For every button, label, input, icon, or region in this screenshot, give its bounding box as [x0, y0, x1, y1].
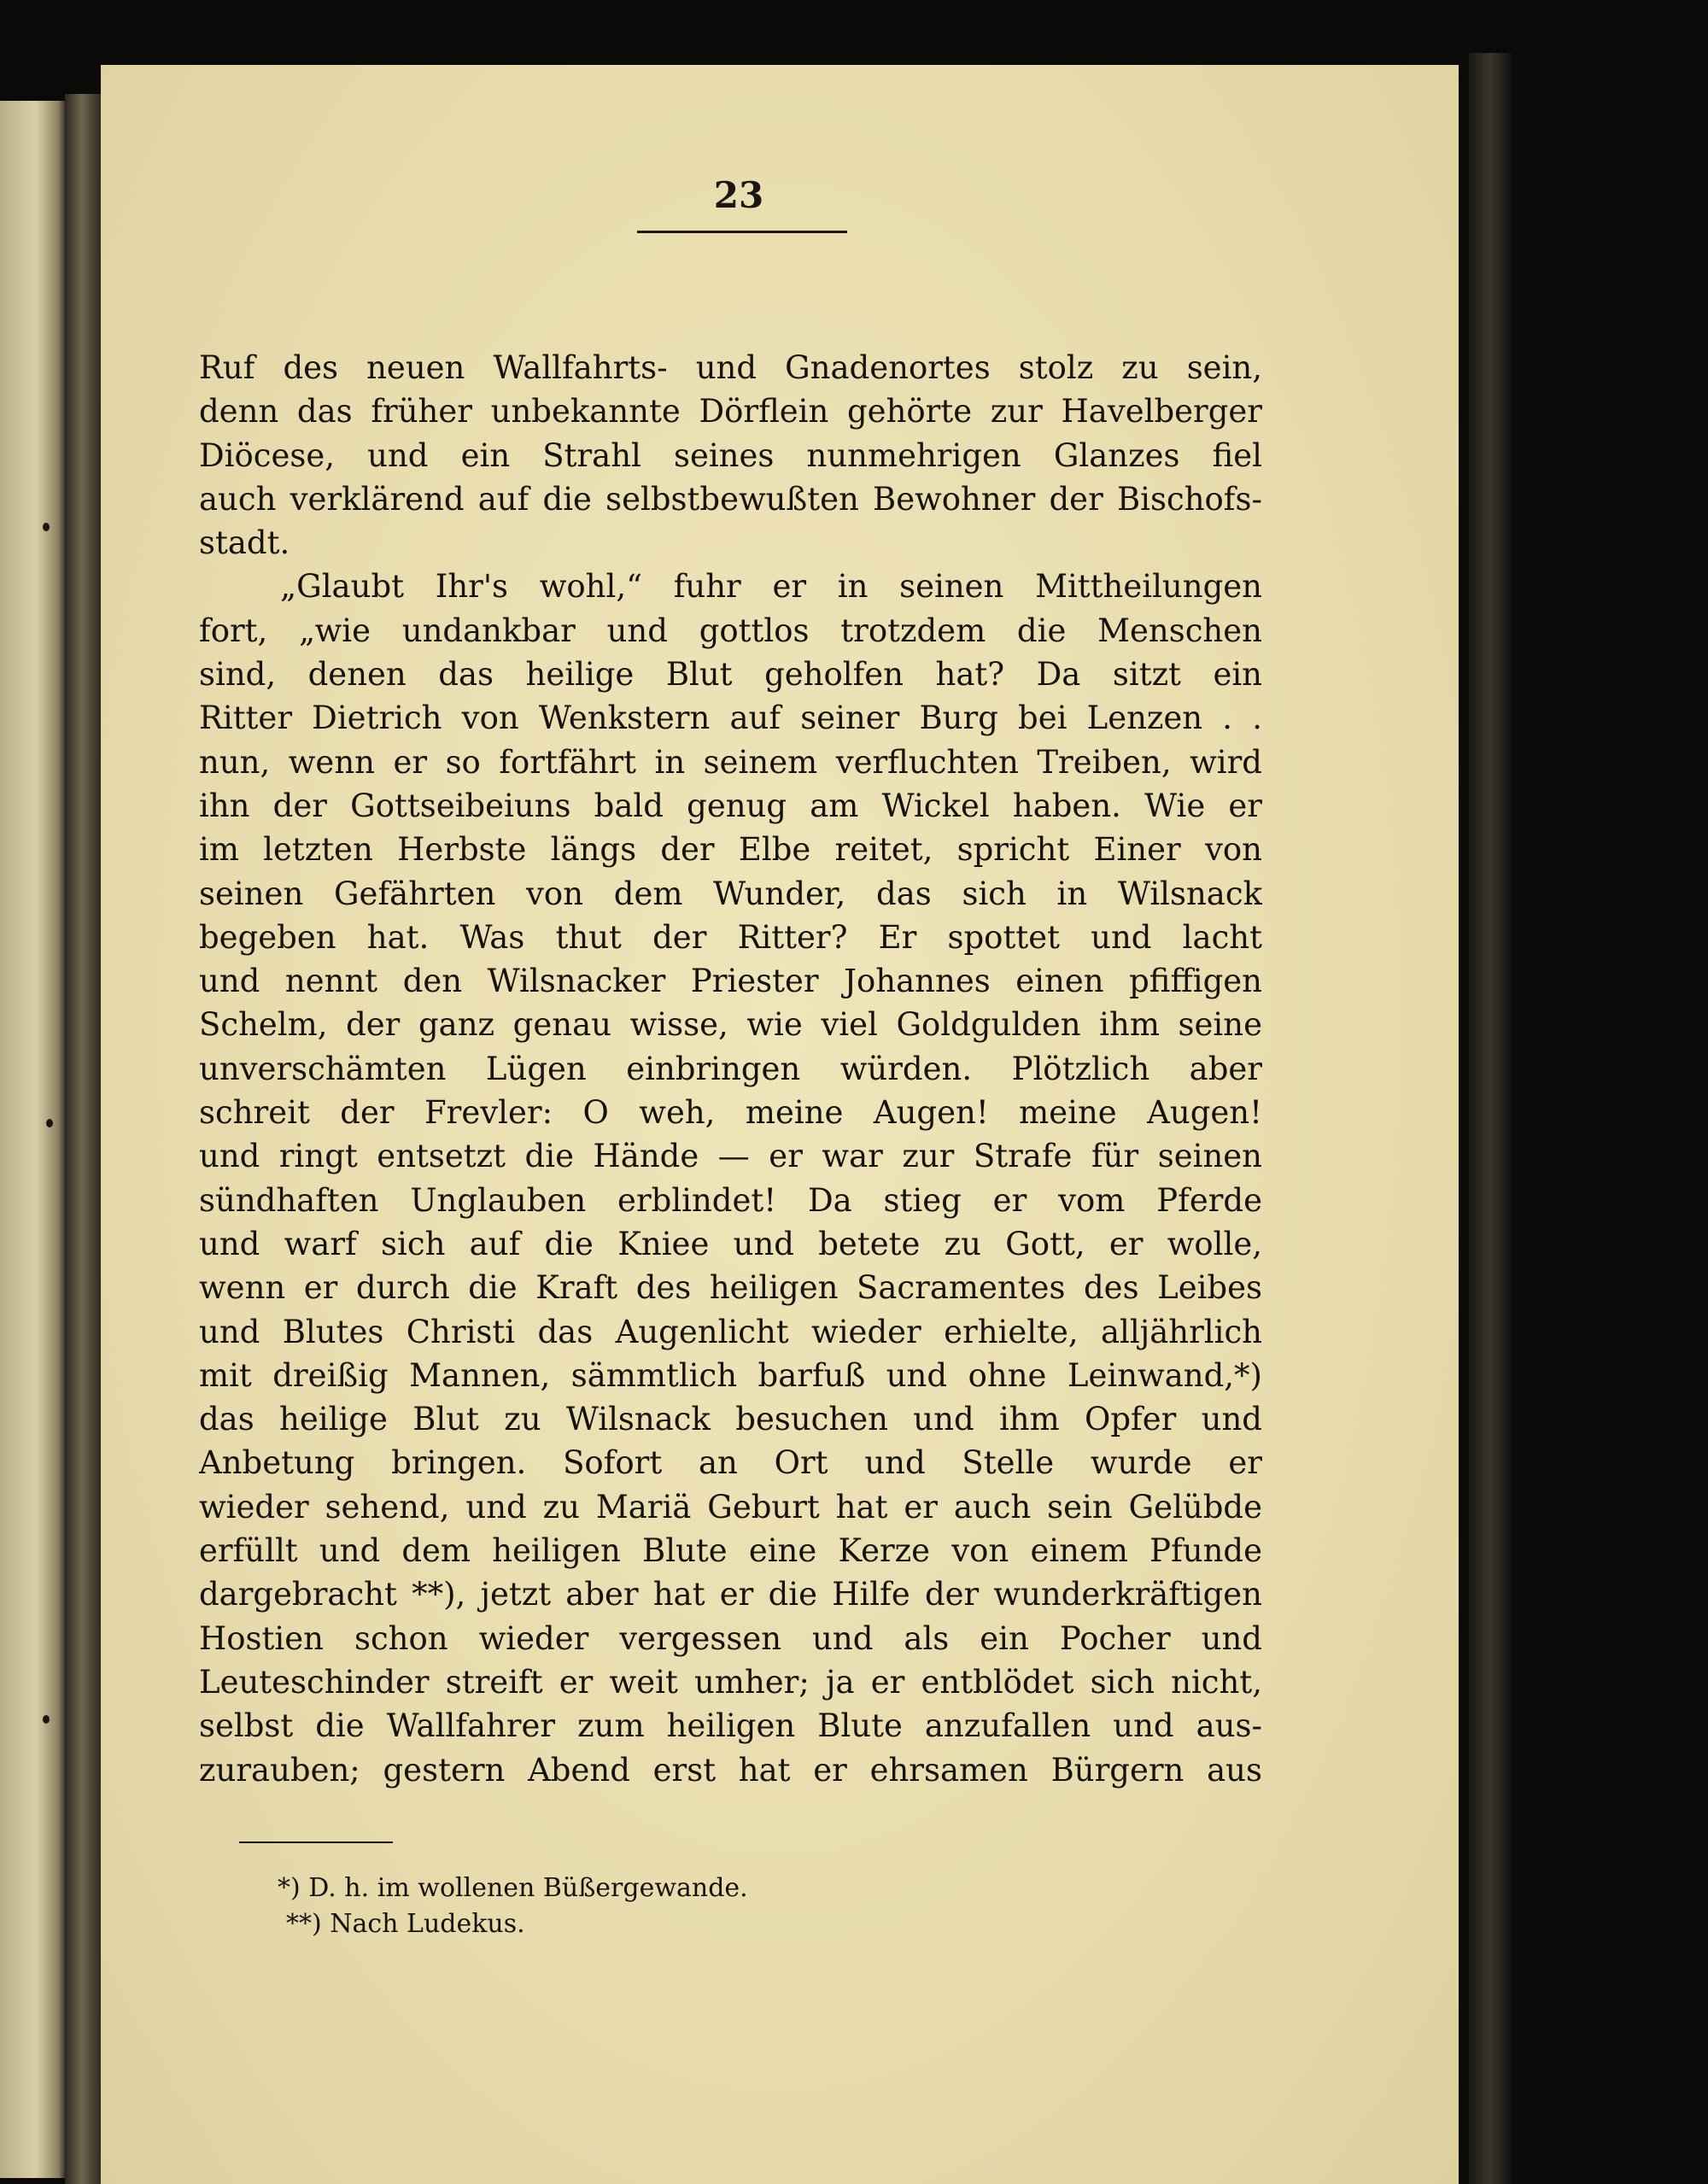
footnote: **) Nach Ludekus. — [286, 1909, 525, 1939]
text-line: Ritter Dietrich von Wenkstern auf seiner Burg bei Lenzen . . — [199, 700, 1262, 737]
text-line: Diöcese, und ein Strahl seines nunmehrigen Glanzes fiel — [199, 436, 1262, 474]
text-line: und warf sich auf die Kniee und betete zu Gott, er wolle, — [199, 1225, 1262, 1262]
text-line: sind, denen das heilige Blut geholfen hat? Da sitzt ein — [199, 656, 1262, 694]
text-line: Ruf des neuen Wallfahrts- und Gnadenortes stolz zu sein, — [199, 349, 1262, 386]
text-line: auch verklärend auf die selbstbewußten Bewohner der Bischofs- — [199, 480, 1262, 518]
text-line: zurauben; gestern Abend erst hat er ehrsamen Bürgern aus — [199, 1751, 1262, 1789]
text-line: „Glaubt Ihr's wohl,“ fuhr er in seinen Mittheilungen — [280, 568, 1262, 606]
text-line: dargebracht **), jetzt aber hat er die Hilfe der wunderkräftigen — [199, 1576, 1262, 1613]
text-line: denn das früher unbekannte Dörflein gehörte zur Havelberger — [199, 393, 1262, 430]
text-line: ihn der Gottseibeiuns bald genug am Wickel haben. Wie er — [199, 787, 1262, 824]
footnote-rule — [239, 1841, 393, 1843]
text-line: selbst die Wallfahrer zum heiligen Blute anzufallen und aus- — [199, 1707, 1262, 1745]
text-line: begeben hat. Was thut der Ritter? Er spottet und lacht — [199, 918, 1262, 956]
left-page-edge — [0, 101, 65, 2178]
text-line: unverschämten Lügen einbringen würden. Plötzlich aber — [199, 1050, 1262, 1087]
text-line: im letzten Herbste längs der Elbe reitet, spricht Einer von — [199, 831, 1262, 869]
book-gutter — [65, 94, 102, 2184]
page-number: 23 — [713, 174, 764, 216]
text-line: Leuteschinder streift er weit umher; ja er entblödet sich nicht, — [199, 1663, 1262, 1701]
footnote: *) D. h. im wollenen Büßergewande. — [278, 1873, 748, 1903]
text-line: seinen Gefährten von dem Wunder, das sich in Wilsnack — [199, 875, 1262, 912]
page-number-rule — [637, 231, 847, 233]
text-line: fort, „wie undankbar und gottlos trotzdem die Menschen — [199, 612, 1262, 649]
margin-speck — [43, 523, 50, 531]
text-line: mit dreißig Mannen, sämmtlich barfuß und ohne Leinwand,*) — [199, 1356, 1262, 1394]
text-line: und Blutes Christi das Augenlicht wieder erhielte, alljährlich — [199, 1313, 1262, 1350]
text-line: das heilige Blut zu Wilsnack besuchen und ihm Opfer und — [199, 1401, 1262, 1438]
text-line: schreit der Frevler: O weh, meine Augen! meine Augen! — [199, 1094, 1262, 1132]
text-line: und nennt den Wilsnacker Priester Johannes einen pfiffigen — [199, 963, 1262, 1000]
text-line: sündhaften Unglauben erblindet! Da stieg er vom Pferde — [199, 1181, 1262, 1219]
text-line: wieder sehend, und zu Mariä Geburt hat er auch sein Gelübde — [199, 1488, 1262, 1525]
cover-edge — [1469, 53, 1512, 2184]
text-line: erfüllt und dem heiligen Blute eine Kerze von einem Pfunde — [199, 1532, 1262, 1570]
margin-speck — [46, 1119, 53, 1127]
margin-speck — [43, 1715, 50, 1724]
text-line: Hostien schon wieder vergessen und als ein Pocher und — [199, 1619, 1262, 1657]
text-line: Anbetung bringen. Sofort an Ort und Stelle wurde er — [199, 1444, 1262, 1482]
text-line: stadt. — [199, 524, 290, 562]
text-line: nun, wenn er so fortfährt in seinem verfluchten Treiben, wird — [199, 743, 1262, 781]
text-line: und ringt entsetzt die Hände — er war zur Strafe für seinen — [199, 1138, 1262, 1175]
footnotes — [278, 1871, 1046, 1942]
text-line: Schelm, der ganz genau wisse, wie viel Goldgulden ihm seine — [199, 1006, 1262, 1044]
body-text — [199, 346, 1262, 1792]
text-line: wenn er durch die Kraft des heiligen Sacramentes des Leibes — [199, 1269, 1262, 1307]
